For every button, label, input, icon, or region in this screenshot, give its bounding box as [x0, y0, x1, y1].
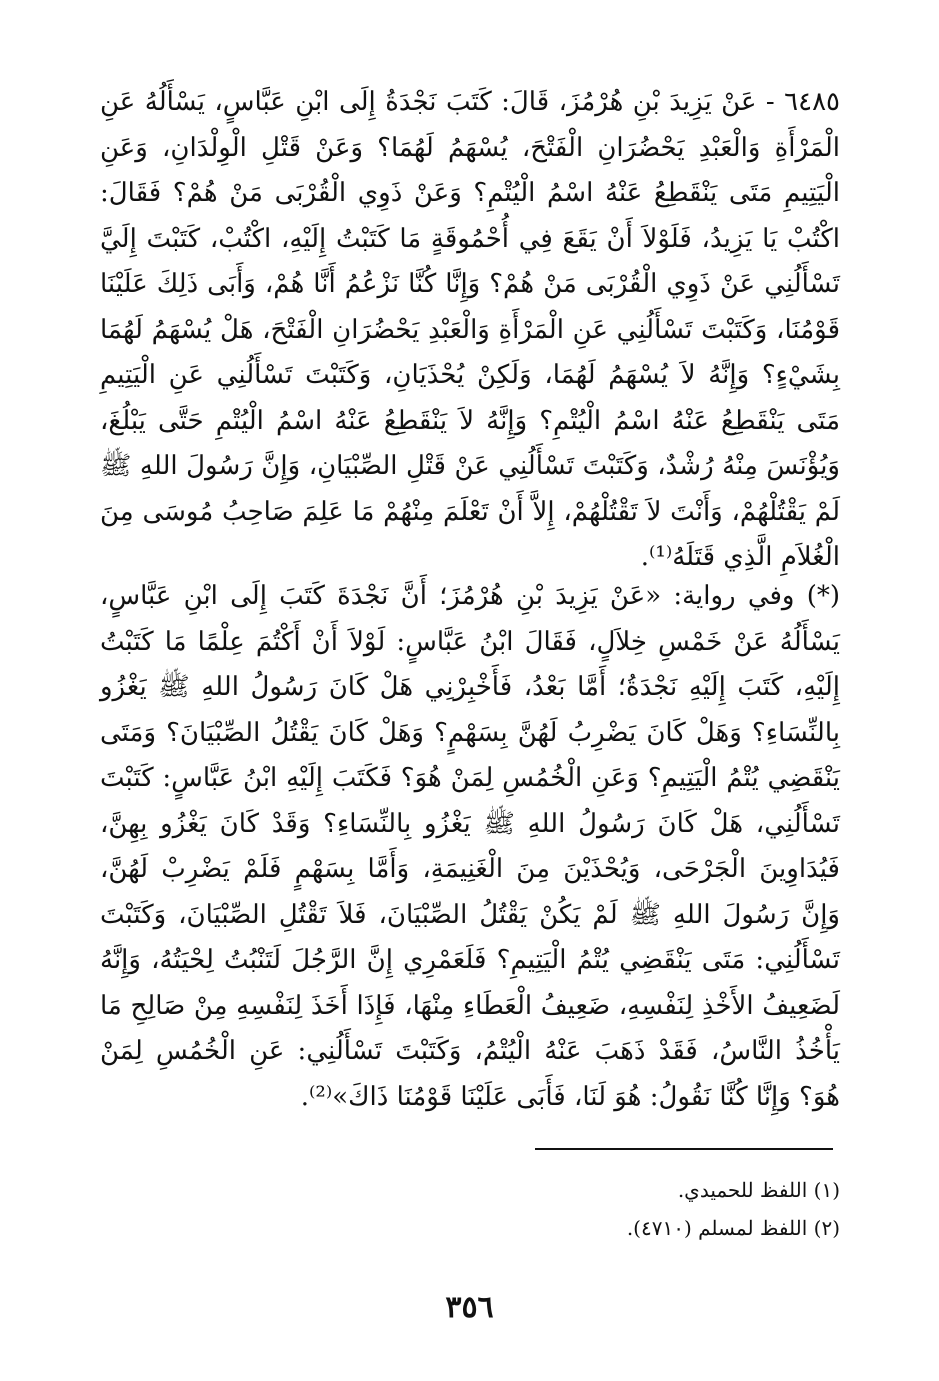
riwaya-text: (*) وفي رواية: «عَنْ يَزِيدَ بْنِ هُرْمُزَ؛ أَنَّ نَجْدَةَ كَتَبَ إِلَى ابْنِ عَبَّاسٍ، يَسْأَلُهُ عَنْ خَمْسِ خِلاَلٍ، فَقَالَ ابْنُ عَبَّاسٍ: لَوْلاَ أَنْ أَكْتُمَ عِلْمًا مَا كَتَبْتُ إِلَيْهِ، كَتَبَ إِلَيْهِ نَجْدَةُ؛ أَمَّا بَعْدُ، فَأَخْبِرْنِي هَلْ كَانَ رَسُولُ اللهِ ﷺ يَغْزُو بِالنِّسَاءِ؟ وَهَلْ كَانَ يَضْرِبُ لَهُنَّ بِسَهْمٍ؟ وَهَلْ كَانَ يَقْتُلُ الصِّبْيَانَ؟ وَمَتَى يَنْقَضِي يُتْمُ الْيَتِيمِ؟ وَعَنِ الْخُمُسِ لِمَنْ هُوَ؟ فَكَتَبَ إِلَيْهِ ابْنُ عَبَّاسٍ: كَتَبْتَ تَسْأَلُنِي، هَلْ كَانَ رَسُولُ اللهِ ﷺ يَغْزُو بِالنِّسَاءِ؟ وَقَدْ كَانَ يَغْزُو بِهِنَّ، فَيُدَاوِينَ الْجَرْحَى، وَيُحْذَيْنَ مِنَ الْغَنِيمَةِ، وَأَمَّا بِسَهْمٍ فَلَمْ يَضْرِبْ لَهُنَّ، وَإِنَّ رَسُولَ اللهِ ﷺ لَمْ يَكُنْ يَقْتُلُ الصِّبْيَانَ، فَلاَ تَقْتُلِ الصِّبْيَانَ، وَكَتَبْتَ تَسْأَلُنِي: مَتَى يَنْقَضِي يُتْمُ الْيَتِيمِ؟ فَلَعَمْرِي إِنَّ الرَّجُلَ لَتَنْبُتُ لِحْيَتُهُ، وَإِنَّهُ لَضَعِيفُ الأَخْذِ لِنَفْسِهِ، ضَعِيفُ الْعَطَاءِ مِنْهَا، فَإِذَا أَخَذَ لِنَفْسِهِ مِنْ صَالِحِ مَا يَأْخُذُ النَّاسُ، فَقَدْ ذَهَبَ عَنْهُ الْيُتْمُ، وَكَتَبْتَ تَسْأَلُنِي: عَنِ الْخُمُسِ لِمَنْ هُوَ؟ وَإِنَّا كُنَّا نَقُولُ: هُوَ لَنَا، فَأَبَى عَلَيْنَا قَوْمُنَا ذَاكَ»⁽²⁾. — [100, 581, 840, 1112]
footnote-2: (٢) اللفظ لمسلم (٤٧١٠). — [626, 1216, 840, 1240]
hadith-6485-text: ٦٤٨٥ - عَنْ يَزِيدَ بْنِ هُرْمُزَ، قَالَ: كَتَبَ نَجْدَةُ إِلَى ابْنِ عَبَّاسٍ، يَسْأَلُهُ عَنِ الْمَرْأَةِ وَالْعَبْدِ يَحْضُرَانِ الْفَتْحَ، يُسْهَمُ لَهُمَا؟ وَعَنْ قَتْلِ الْوِلْدَانِ، وَعَنِ الْيَتِيمِ مَتَى يَنْقَطِعُ عَنْهُ اسْمُ الْيُتْمِ؟ وَعَنْ ذَوِي الْقُرْبَى مَنْ هُمْ؟ فَقَالَ: اكْتُبْ يَا يَزِيدُ، فَلَوْلاَ أَنْ يَقَعَ فِي أُحْمُوقَةٍ مَا كَتَبْتُ إِلَيْهِ، اكْتُبْ، كَتَبْتَ إِلَيَّ تَسْأَلُنِي عَنْ ذَوِي الْقُرْبَى مَنْ هُمْ؟ وَإِنَّا كُنَّا نَزْعُمُ أَنَّا هُمْ، وَأَبَى ذَلِكَ عَلَيْنَا قَوْمُنَا، وَكَتَبْتَ تَسْأَلُنِي عَنِ الْمَرْأَةِ وَالْعَبْدِ يَحْضُرَانِ الْفَتْحَ، هَلْ يُسْهَمُ لَهُمَا بِشَيْءٍ؟ وَإِنَّهُ لاَ يُسْهَمُ لَهُمَا، وَلَكِنْ يُحْذَيَانِ، وَكَتَبْتَ تَسْأَلُنِي عَنِ الْيَتِيمِ مَتَى يَنْقَطِعُ عَنْهُ اسْمُ الْيُتْمِ؟ وَإِنَّهُ لاَ يَنْقَطِعُ عَنْهُ اسْمُ الْيُتْمِ حَتَّى يَبْلُغَ، وَيُؤْنَسَ مِنْهُ رُشْدٌ، وَكَتَبْتَ تَسْأَلُنِي عَنْ قَتْلِ الصِّبْيَانِ، وَإِنَّ رَسُولَ اللهِ ﷺ لَمْ يَقْتُلْهُمْ، وَأَنْتَ لاَ تَقْتُلْهُمْ، إِلاَّ أَنْ تَعْلَمَ مِنْهُمْ مَا عَلِمَ صَاحِبُ مُوسَى مِنَ الْغُلاَمِ الَّذِي قَتَلَهُ⁽¹⁾. — [100, 87, 840, 572]
footnote-separator — [535, 1148, 833, 1150]
footnote-1: (١) اللفظ للحميدي. — [677, 1178, 840, 1202]
footnotes — [100, 1171, 840, 1247]
page-number: ٣٥٦ — [445, 1290, 494, 1325]
